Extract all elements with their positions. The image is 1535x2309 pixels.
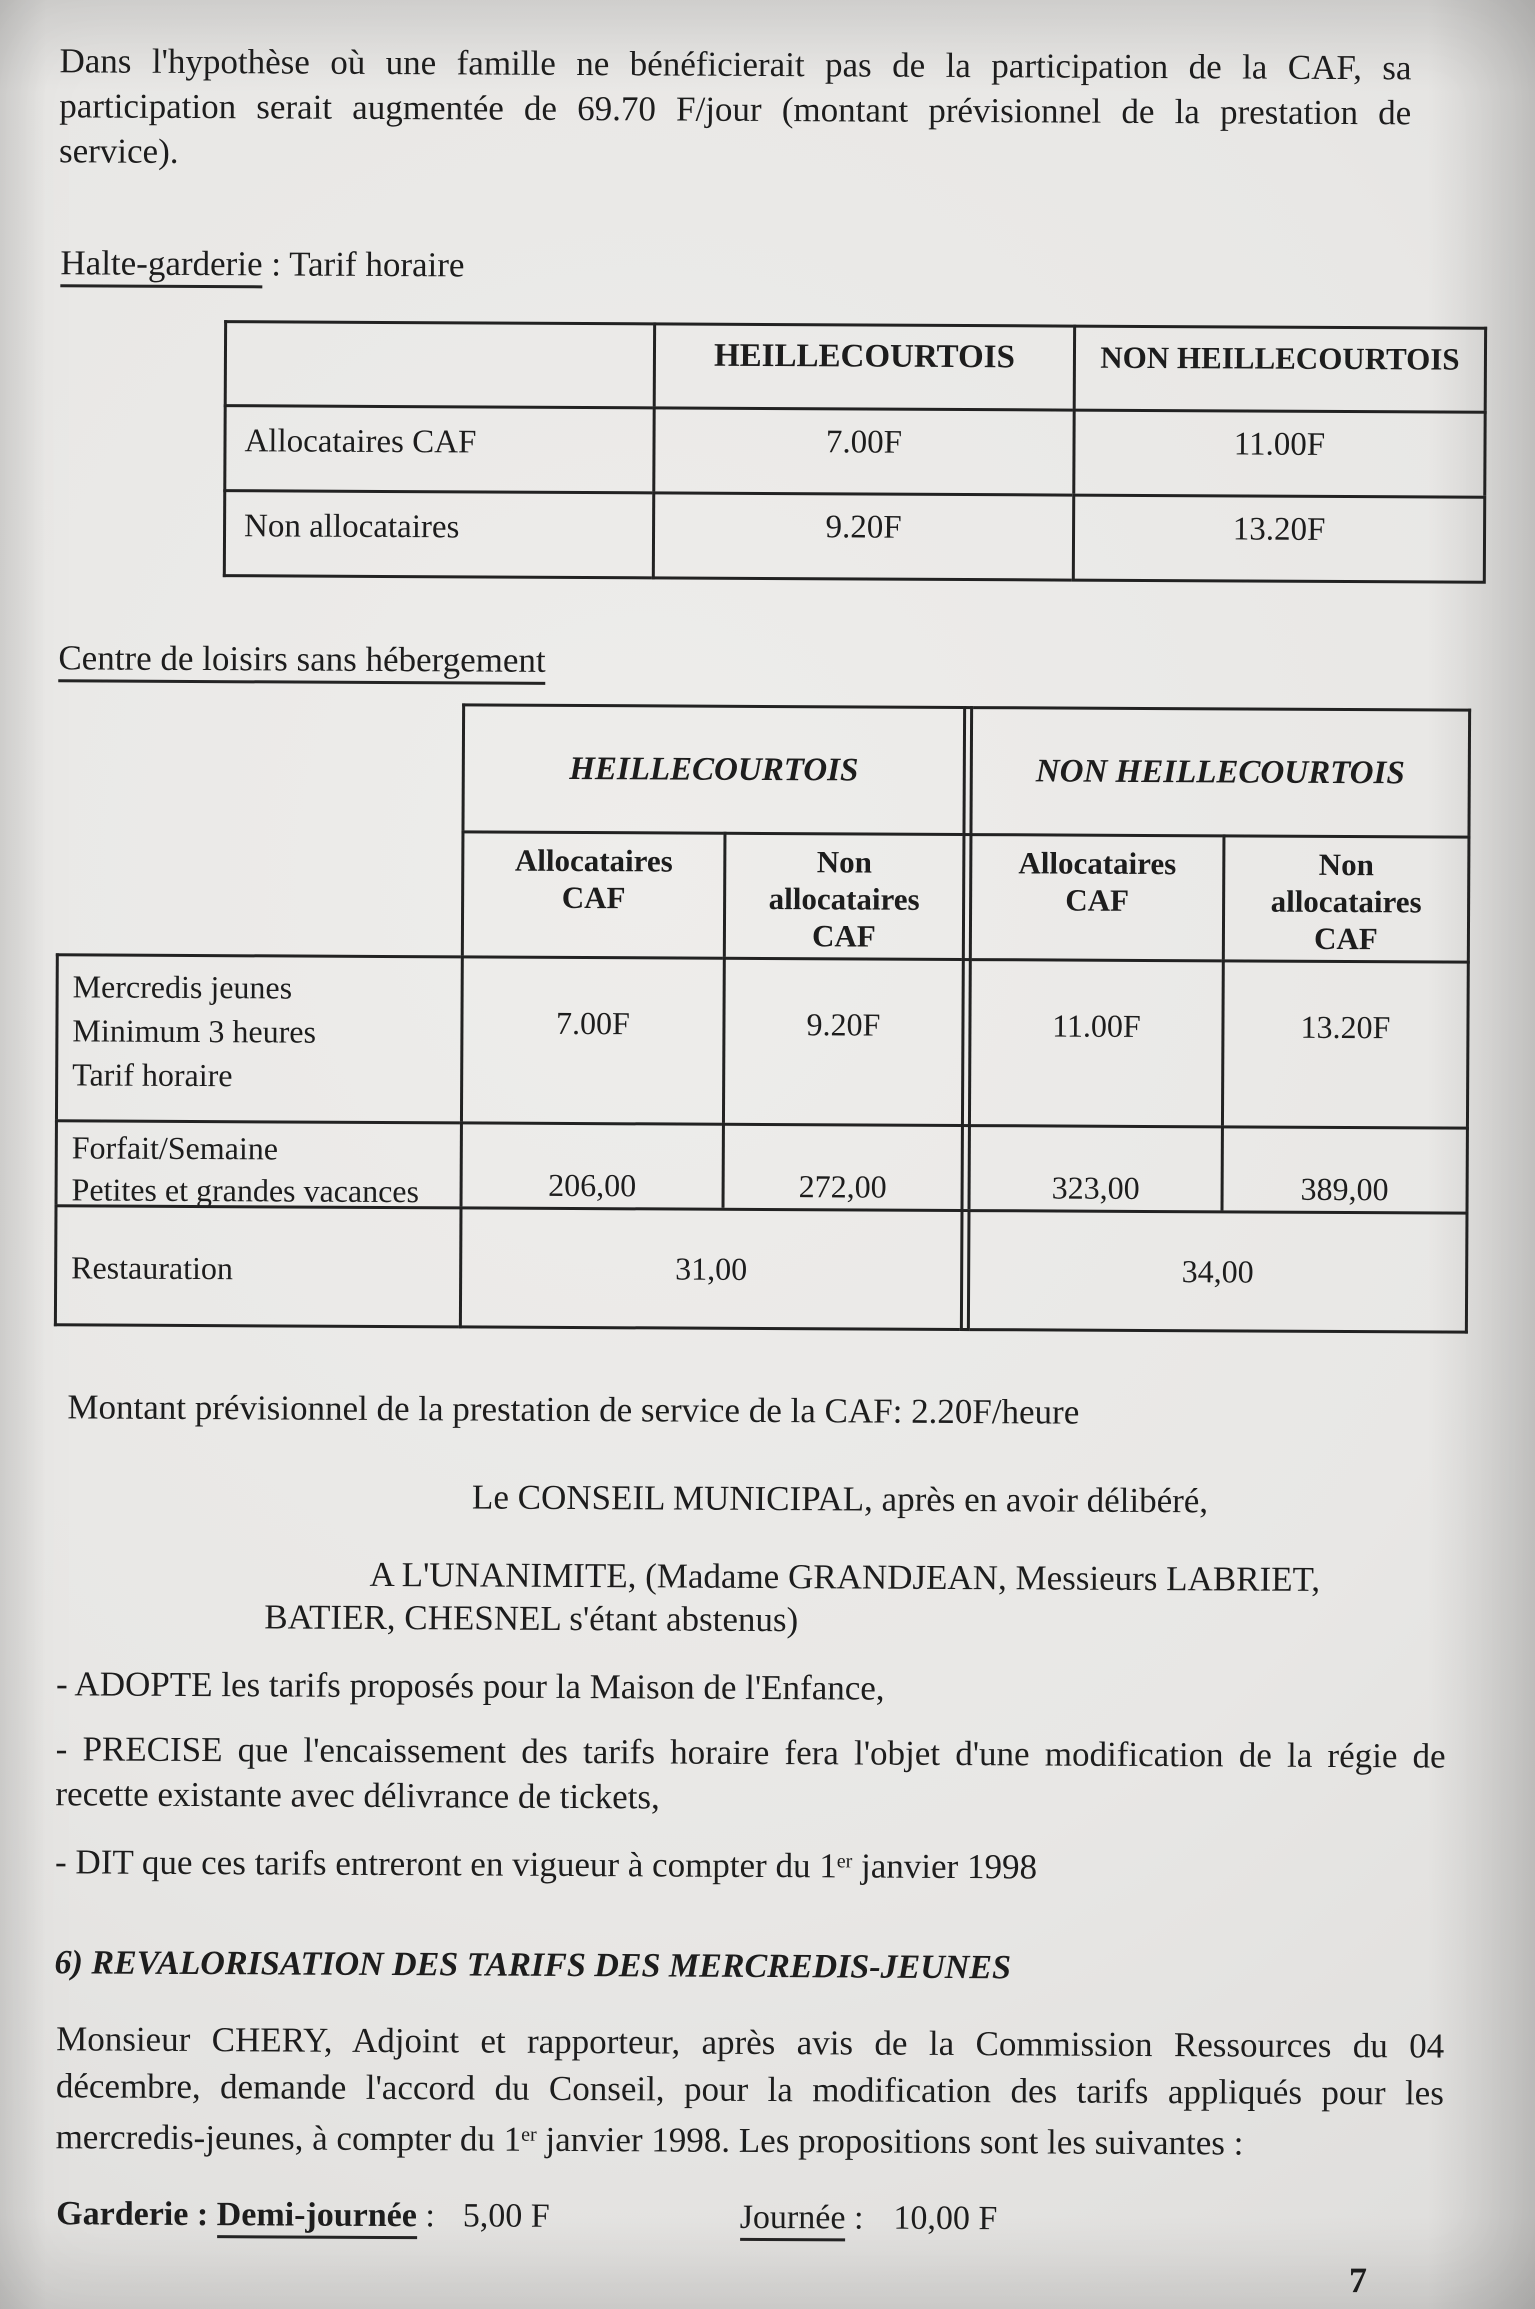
t2-row2-value-1: 206,00 (460, 1121, 722, 1207)
t2-subheader-allocataires-caf-2: Allocataires CAF (972, 833, 1223, 959)
t2-double-divider-row2 (961, 1124, 971, 1209)
montant-line: Montant prévisionnel de la prestation de service de la CAF: 2.20F/heure (67, 1387, 1080, 1432)
t2-row1-value-2: 9.20F (722, 957, 962, 1124)
section6-line-3 (56, 2109, 1444, 2167)
journee-separator: : (845, 2199, 864, 2237)
t2-row1-value-3: 11.00F (971, 958, 1222, 1125)
garderie-separator: : (188, 2195, 217, 2234)
t1-row2-value-heillecourtois: 9.20F (652, 491, 1072, 581)
t2-row2-label: Forfait/Semaine Petites et grandes vacances (55, 1119, 460, 1206)
t1-row2-label: Non allocataires (223, 489, 652, 579)
t2-row2-value-4: 389,00 (1221, 1125, 1469, 1211)
intro-paragraph (59, 38, 1412, 180)
halte-garderie-heading (60, 243, 464, 285)
decision-precise-line-1: - PRECISE que l'encaissement des tarifs horaire fera l'objet d'une modification de la régie de (55, 1729, 1446, 1776)
centre-loisirs-heading-text: Centre de loisirs sans hébergement (58, 638, 546, 685)
halte-garderie-heading-rest: : Tarif horaire (262, 244, 465, 285)
centre-loisirs-heading (58, 638, 545, 681)
t2-row1-value-4: 13.20F (1221, 959, 1470, 1126)
page-number: 7 (1348, 2260, 1368, 2301)
section6-heading: 6) REVALORISATION DES TARIFS DES MERCREDIS-JEUNES (54, 1944, 1012, 1987)
t2-row2-value-2: 272,00 (722, 1123, 961, 1209)
section6-line-3-superscript: er (521, 2123, 537, 2146)
t2-row2-value-3: 323,00 (971, 1124, 1221, 1210)
halte-garderie-heading-underlined: Halte-garderie (60, 243, 262, 288)
demi-journee-separator: : (416, 2197, 435, 2235)
decision-dit-superscript: er (836, 1850, 853, 1873)
t2-group-header-heillecourtois: HEILLECOURTOIS (461, 703, 963, 833)
halte-garderie-table (223, 320, 1487, 584)
decision-precise-line-2: recette existante avec délivrance de tickets, (55, 1774, 660, 1817)
t1-row1-value-heillecourtois: 7.00F (652, 406, 1072, 493)
t1-row2-value-non-heillecourtois: 13.20F (1072, 494, 1486, 584)
unanimite-line-1: A L'UNANIMITE, (Madame GRANDJEAN, Messieurs LABRIET, (369, 1554, 1321, 1599)
section6-line-3-prefix: mercredis-jeunes, à compter du 1 (55, 2117, 522, 2159)
decision-precise (55, 1726, 1445, 1823)
t1-row1-value-non-heillecourtois: 11.00F (1072, 409, 1486, 496)
section6-line-3-suffix: janvier 1998. Les propositions sont les suivantes : (536, 2119, 1244, 2163)
garderie-tarif-line (56, 2195, 997, 2238)
unanimite-line-2: BATIER, CHESNEL s'étant abstenus) (264, 1597, 799, 1640)
t2-group-header-non-heillecourtois: NON HEILLECOURTOIS (972, 706, 1471, 836)
t2-row1-label: Mercredis jeunes Minimum 3 heures Tarif horaire (55, 953, 461, 1121)
t2-double-divider-subheader (962, 833, 973, 958)
intro-line-3: service). (58, 131, 179, 171)
intro-line-2: participation serait augmentée de 69.70 F/jour (montant prévisionnel de la prestation de (59, 86, 1412, 133)
demi-journee-label: Demi-journée (217, 2196, 417, 2239)
demi-journee-value: 5,00 F (462, 2197, 550, 2235)
decision-dit-suffix: janvier 1998 (852, 1846, 1038, 1887)
garderie-label: Garderie (56, 2195, 189, 2233)
section6-line-1: Monsieur CHERY, Adjoint et rapporteur, après avis de la Commission Ressources du 04 (56, 2019, 1445, 2066)
t1-row1-label: Allocataires CAF (223, 404, 652, 491)
t1-corner-blank-cell (224, 320, 653, 406)
journee-value: 10,00 F (893, 2199, 998, 2238)
t1-header-non-heillecourtois: NON HEILLECOURTOIS (1073, 325, 1487, 411)
t2-subheader-non-allocataires-caf-1: Non allocataires CAF (723, 832, 963, 958)
t2-double-divider-top (962, 706, 973, 833)
journee-label: Journée (740, 2199, 846, 2242)
section6-paragraph (56, 2015, 1445, 2167)
t2-subheader-allocataires-caf-1: Allocataires CAF (461, 830, 724, 956)
t2-row1-value-1: 7.00F (460, 955, 723, 1122)
t1-header-heillecourtois: HEILLECOURTOIS (653, 322, 1073, 408)
intro-line-1: Dans l'hypothèse où une famille ne bénéficierait pas de la participation de la CAF, sa (59, 41, 1412, 88)
decision-adopte: - ADOPTE les tarifs proposés pour la Maison de l'Enfance, (55, 1664, 885, 1708)
section6-line-2: décembre, demande l'accord du Conseil, pour la modification des tarifs appliqués pour les (55, 2066, 1444, 2113)
centre-loisirs-table (54, 701, 1471, 1333)
t2-subheader-non-allocataires-caf-2: Non allocataires CAF (1222, 834, 1471, 960)
t2-row3-value-heillecourtois: 31,00 (459, 1206, 961, 1331)
t2-row3-value-non-heillecourtois: 34,00 (970, 1209, 1469, 1334)
t2-double-divider-row3 (960, 1209, 971, 1331)
t2-row3-label: Restauration (54, 1204, 460, 1328)
conseil-line: Le CONSEIL MUNICIPAL, après en avoir délibéré, (471, 1477, 1209, 1521)
decision-dit-prefix: - DIT que ces tarifs entreront en vigueur à compter du 1 (54, 1842, 837, 1886)
decision-dit (55, 1835, 1037, 1889)
